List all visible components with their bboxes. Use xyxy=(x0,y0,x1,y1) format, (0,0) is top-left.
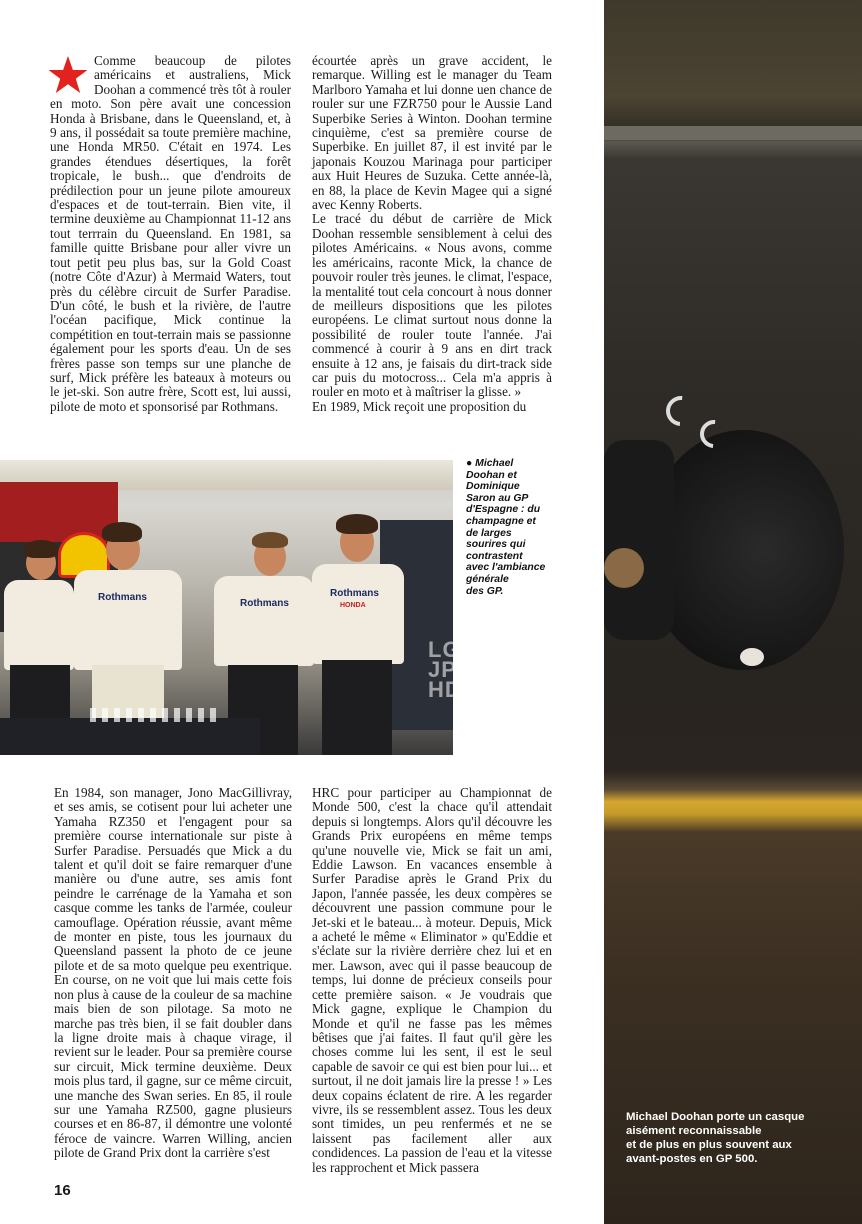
article-column-bottom-left xyxy=(54,786,292,1161)
person-hair xyxy=(252,532,288,548)
side-caption-line: aisément reconnaissable xyxy=(626,1125,762,1137)
watermark-line: LG xyxy=(428,637,461,662)
article-column-bottom-right xyxy=(312,786,552,1175)
paragraph: HRC pour participer au Championnat de Monde 500, c'est la chace qu'il attendait depuis si longtemps. Alors qu'il découvre les Grands Prix européens en même temps qu'une nouvelle vie, Mick se fait un ami, Eddie Lawson. En vacances ensemble à Surfer Paradise après le Grand Prix du Japon, l'année passée, les deux compères se découvrent une passion commune pour le Jet-ski et le bateau... à moteur. Depuis, Mick a acheté le même « Eliminator » qu'Eddie et s'éclate sur la rivière derrière chez lui et en mer. Lawson, avec qui il passe beaucoup de temps, lui donne de précieux conseils pour cette première saison. « Je voudrais que Mick gagne, explique le Champion du Monde et qu'il ne fasse pas les mêmes bêtises que j'ai faites. Il faut qu'il gère les choses comme lui les sent, il est le seul capable de savoir ce qui est bien pour lui... et surtout, il ne doit jamais lire la presse ! » Les deux copains éclatent de rire. A les regarder vivre, ils se ressemblent assez. Tous les deux sont timides, un peu renfermés et ne se laissent pas facilement aller aux condidences. La passion de l'eau et la vitesse les rapprochent et Mick passera xyxy=(312,785,552,1175)
watermark-line: HD xyxy=(428,677,462,702)
motorcycle-wheel xyxy=(644,430,844,670)
sponsor-banner-red xyxy=(0,482,118,542)
rider-glove xyxy=(660,390,702,432)
paragraph: écourtée après un grave accident, le remarque. Willing est le manager du Team Marlboro Yamaha et lui donne uen chance de rouler sur une FZR750 pour le Aussie Land Superbike Series à Winton. Doohan termine cinquième, c'est sa première course de Superbike. En juillet 87, il est invité par le japonais Kouzou Marinaga pour participer aux Huit Heures de Suzuka. Cette année-là, en 88, la place de Kevin Magee qui a signé avec Kenny Roberts. xyxy=(312,53,552,213)
side-caption-line: et de plus en plus souvent aux xyxy=(626,1139,792,1151)
star-icon xyxy=(48,56,90,96)
article-column-top-right xyxy=(312,54,552,414)
person-hair xyxy=(24,540,58,558)
table xyxy=(0,718,260,755)
side-photo-racer xyxy=(604,0,862,1224)
caption-line: générale xyxy=(466,573,509,585)
photo-podium-celebration xyxy=(0,460,453,755)
caption-line: Dominique xyxy=(466,481,520,493)
caption-line: d'Espagne : du xyxy=(466,504,541,516)
person-pants xyxy=(322,660,392,755)
paragraph: En 1989, Mick reçoit une proposition du xyxy=(312,398,527,414)
shirt-logo: HONDA xyxy=(340,602,366,609)
caption-line: sourires qui xyxy=(466,539,526,551)
side-photo-caption xyxy=(626,1110,846,1166)
knee-slider xyxy=(740,648,764,666)
side-caption-line: avant-postes en GP 500. xyxy=(626,1153,758,1165)
person-shirt xyxy=(4,580,74,670)
watermark-logo xyxy=(428,637,462,702)
caption-line: ● Michael xyxy=(466,458,514,469)
person-pants xyxy=(10,665,70,725)
caption-line: champagne et xyxy=(466,515,536,527)
caption-line: Doohan et xyxy=(466,469,517,481)
photo-caption xyxy=(466,458,566,597)
side-caption-line: Michael Doohan porte un casque xyxy=(626,1111,805,1123)
person-hair xyxy=(336,514,378,534)
page-number: 16 xyxy=(54,1182,71,1199)
caption-line: avec l'ambiance xyxy=(466,562,546,574)
caption-line: contrastent xyxy=(466,550,523,562)
shirt-logo: Rothmans xyxy=(240,598,289,609)
paragraph: Le tracé du début de carrière de Mick Doohan ressemble sensiblement à celui des pilotes Américains. « Nous avons, comme les américains, raconte Mick, la chance de pouvoir rouler très jeunes. le climat, l'espace, la mentalité tout cela concourt à nous donner de meilleurs dispositions que les pilotes européens. Le climat surtout nous donne la possibilité de rouler toute l'année. J'ai commencé à courir à 9 ans en dirt track ensuite à 12 ans, je faisais du dirt-track side car puis du motocross... Cela m'a appris à rouler en moto et à maîtriser la glisse. » xyxy=(312,211,552,400)
article-column-top-left xyxy=(50,54,291,414)
caption-line: des GP. xyxy=(466,585,504,597)
caption-line: de larges xyxy=(466,527,512,539)
champagne-glasses xyxy=(90,708,220,722)
paragraph-intro: Comme beaucoup de pilotes américains et australiens, Mick Doohan a commencé très tôt à rouler en moto. Son père avait une concession Honda à Brisbane, dans le Queensland, et, à 9 ans, il possédait sa toute première machine, une Honda MR50. C'était en 1974. Les grandes étendues désertiques, la forêt tropicale, le bush... que d'endroits de prédilection pour un jeune pilote amoureux d'espaces et de tout-terrain. Bien vite, il termine deuxième au Championnat 11-12 ans tout terrrain du Queensland. En 1981, sa famille quitte Brisbane pour aller vivre un tout petit peu plus bas, sur la Gold Coast (notre Côte d'Azur) à Mermaid Waters, tout près du célèbre circuit de Surfer Paradise. D'un côté, le bush et la rivière, de l'autre l'océan pacifique, Mick continue la compétition en tout-terrain mais se passionne également pour les sports d'eau. Un de ses frères passe son temps sur une planche de surf, Mick préfère les bateaux à moteurs ou le jet-ski. Son autre frère, Scott est, lui aussi, pilote de moto et sponsorisé par Rothmans. xyxy=(50,53,291,414)
caption-line: Saron au GP xyxy=(466,492,529,504)
shirt-logo: Rothmans xyxy=(330,588,379,599)
person-shirt xyxy=(74,570,182,670)
paragraph: En 1984, son manager, Jono MacGillivray, et ses amis, se cotisent pour lui acheter une Yamaha RZ350 et l'engagent pour sa première course internationale sur piste à Surfer Paradise. Persuadés que Mick a du talent et qu'il doit se faire remarquer d'une manière ou d'une autre, ses amis font peindre le carrénage de la Yamaha et son casque comme les tanks de l'armée, couleur camouflage. Opération réussie, avant même de monter en piste, tous les journaux du Queensland passent la photo de ce jeune pilote et de sa moto quelque peu exentrique. En course, on ne voit que lui mais cette fois non plus à cause de la couleur de sa machine mais bien de son pilotage. Sa moto ne marche pas très bien, il se fait doubler dans la ligne droite mais à chaque virage, il revient sur le leader. Pour sa première course sur circuit, Mick termine deuxième. Deux mois plus tard, il gagne, sur ce même circuit, une manche des Swan series. En 85, il roule sur une Yamaha RZ500, gagne plusieurs courses et en 86-87, il démontre une volonté féroce de vaincre. Warren Willing, ancien pilote de Grand Prix dont la carrière s'est xyxy=(54,785,292,1161)
road-barrier xyxy=(604,126,862,140)
shirt-logo: Rothmans xyxy=(98,592,147,603)
rider-body xyxy=(604,440,674,640)
rider-arm xyxy=(604,548,644,588)
watermark-line: JP xyxy=(428,657,457,682)
person-shirt xyxy=(312,564,404,664)
person-hair xyxy=(102,522,142,542)
person-shirt xyxy=(214,576,314,666)
